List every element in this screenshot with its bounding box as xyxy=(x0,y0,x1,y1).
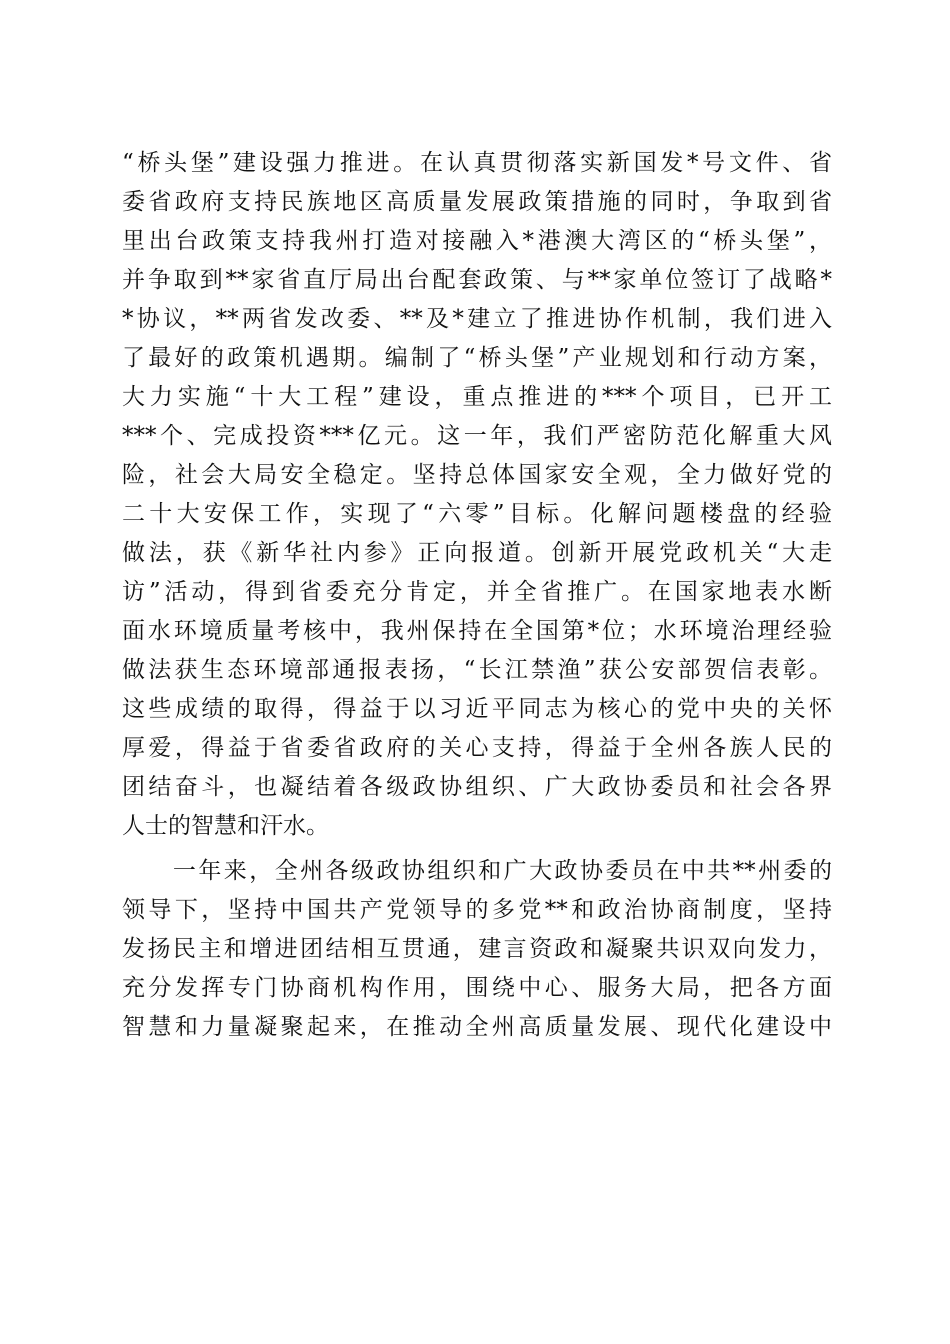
paragraph-line: 委省政府支持民族地区高质量发展政策措施的同时，争取到省 xyxy=(122,189,832,215)
paragraph-line: “桥头堡”建设强力推进。在认真贯彻落实新国发*号文件、省 xyxy=(122,150,832,176)
paragraph-line: 了最好的政策机遇期。编制了“桥头堡”产业规划和行动方案， xyxy=(122,345,832,371)
paragraph-line: 险，社会大局安全稳定。坚持总体国家安全观，全力做好党的 xyxy=(122,462,832,488)
paragraph-line: 并争取到**家省直厅局出台配套政策、与**家单位签订了战略* xyxy=(122,267,832,293)
paragraph-line: 做法，获《新华社内参》正向报道。创新开展党政机关“大走 xyxy=(122,540,832,566)
paragraph-line: 做法获生态环境部通报表扬，“长江禁渔”获公安部贺信表彰。 xyxy=(122,657,832,683)
paragraph-line: 团结奋斗，也凝结着各级政协组织、广大政协委员和社会各界 xyxy=(122,774,832,800)
paragraph-line: 发扬民主和增进团结相互贯通，建言资政和凝聚共识双向发力， xyxy=(122,936,832,962)
paragraph-line: 里出台政策支持我州打造对接融入*港澳大湾区的“桥头堡”， xyxy=(122,228,832,254)
paragraph-line: 厚爱，得益于省委省政府的关心支持，得益于全州各族人民的 xyxy=(122,735,832,761)
paragraph-line: 一年来，全州各级政协组织和广大政协委员在中共**州委的 xyxy=(122,858,832,884)
paragraph-line: 面水环境质量考核中，我州保持在全国第*位；水环境治理经验 xyxy=(122,618,832,644)
paragraph-line: *协议，**两省发改委、**及*建立了推进协作机制，我们进入 xyxy=(122,306,832,332)
paragraph-line: 充分发挥专门协商机构作用，围绕中心、服务大局，把各方面 xyxy=(122,975,832,1001)
paragraph-line: 二十大安保工作，实现了“六零”目标。化解问题楼盘的经验 xyxy=(122,501,832,527)
paragraph-line: 这些成绩的取得，得益于以习近平同志为核心的党中央的关怀 xyxy=(122,696,832,722)
paragraph-line: 大力实施“十大工程”建设，重点推进的***个项目，已开工 xyxy=(122,384,832,410)
paragraph-line: ***个、完成投资***亿元。这一年，我们严密防范化解重大风 xyxy=(122,423,832,449)
paragraph-line: 领导下，坚持中国共产党领导的多党**和政治协商制度，坚持 xyxy=(122,897,832,923)
paragraph-2 xyxy=(122,852,832,1047)
body-text xyxy=(122,144,832,1047)
paragraph-line: 智慧和力量凝聚起来，在推动全州高质量发展、现代化建设中 xyxy=(122,1014,832,1040)
paragraph-line: 人士的智慧和汗水。 xyxy=(122,813,329,839)
paragraph-1 xyxy=(122,144,832,846)
paragraph-line: 访”活动，得到省委充分肯定，并全省推广。在国家地表水断 xyxy=(122,579,832,605)
